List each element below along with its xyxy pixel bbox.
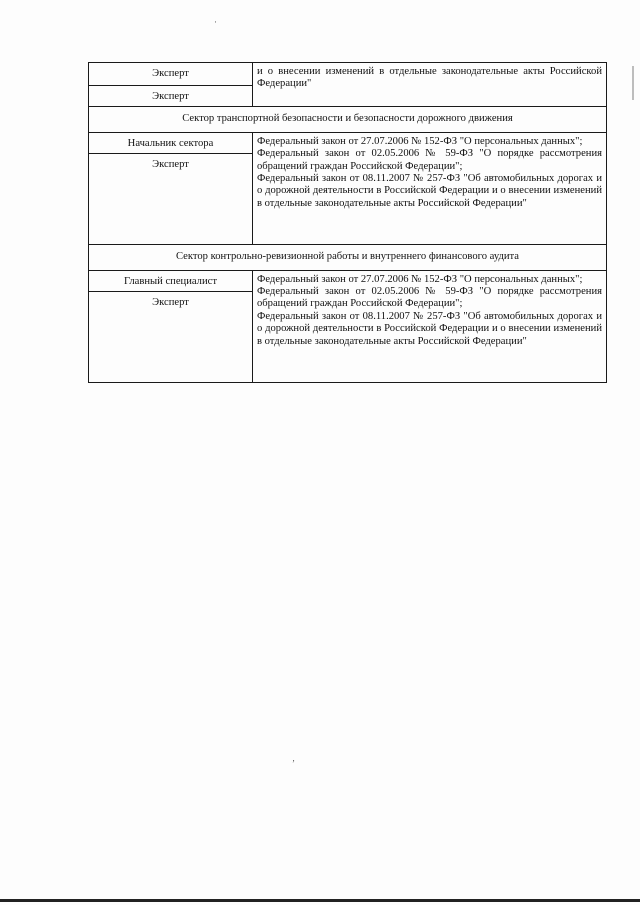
- position-cell: Эксперт: [89, 86, 253, 107]
- law-entry: Федеральный закон от 27.07.2006 № 152-ФЗ "О персональных данных";: [257, 273, 583, 285]
- position-cell: Эксперт: [89, 292, 253, 383]
- positions-laws-table: [88, 62, 607, 383]
- section-row: [89, 245, 607, 270]
- law-entry: и о внесении изменений в отдельные законодательные акты Российской Федерации": [257, 66, 602, 90]
- table-row: [89, 270, 607, 291]
- law-entry: Федеральный закон от 27.07.2006 № 152-ФЗ "О персональных данных";: [257, 135, 583, 147]
- law-entry: Федеральный закон от 02.05.2006 № 59-ФЗ "О порядке рассмотрения обращений граждан Российской Федерации";: [257, 148, 602, 172]
- section-title: Сектор контрольно-ревизионной работы и внутреннего финансового аудита: [89, 245, 607, 270]
- scan-edge-mark: [632, 66, 634, 100]
- laws-cell: [253, 270, 607, 382]
- position-cell: Эксперт: [89, 63, 253, 86]
- position-cell: Главный специалист: [89, 270, 253, 291]
- scan-speck-bottom: ‚: [292, 753, 295, 763]
- position-cell: Начальник сектора: [89, 132, 253, 153]
- laws-cell: [253, 63, 607, 107]
- section-title: Сектор транспортной безопасности и безопасности дорожного движения: [89, 107, 607, 132]
- scan-speck-top: ·: [214, 17, 217, 27]
- position-cell: Эксперт: [89, 154, 253, 245]
- laws-cell: [253, 132, 607, 244]
- scan-bottom-edge: [0, 899, 640, 902]
- law-entry: Федеральный закон от 08.11.2007 № 257-ФЗ "Об автомобильных дорогах и о дорожной деятельности в Российской Федерации и о внесении изменений в отдельные законодательные акты Российской Федерации": [257, 310, 602, 347]
- table-row: [89, 132, 607, 153]
- table-row: [89, 63, 607, 86]
- section-row: [89, 107, 607, 132]
- law-entry: Федеральный закон от 02.05.2006 № 59-ФЗ "О порядке рассмотрения обращений граждан Российской Федерации";: [257, 286, 602, 310]
- law-entry: Федеральный закон от 08.11.2007 № 257-ФЗ "Об автомобильных дорогах и о дорожной деятельности в Российской Федерации и о внесении изменений в отдельные законодательные акты Российской Федерации": [257, 173, 602, 209]
